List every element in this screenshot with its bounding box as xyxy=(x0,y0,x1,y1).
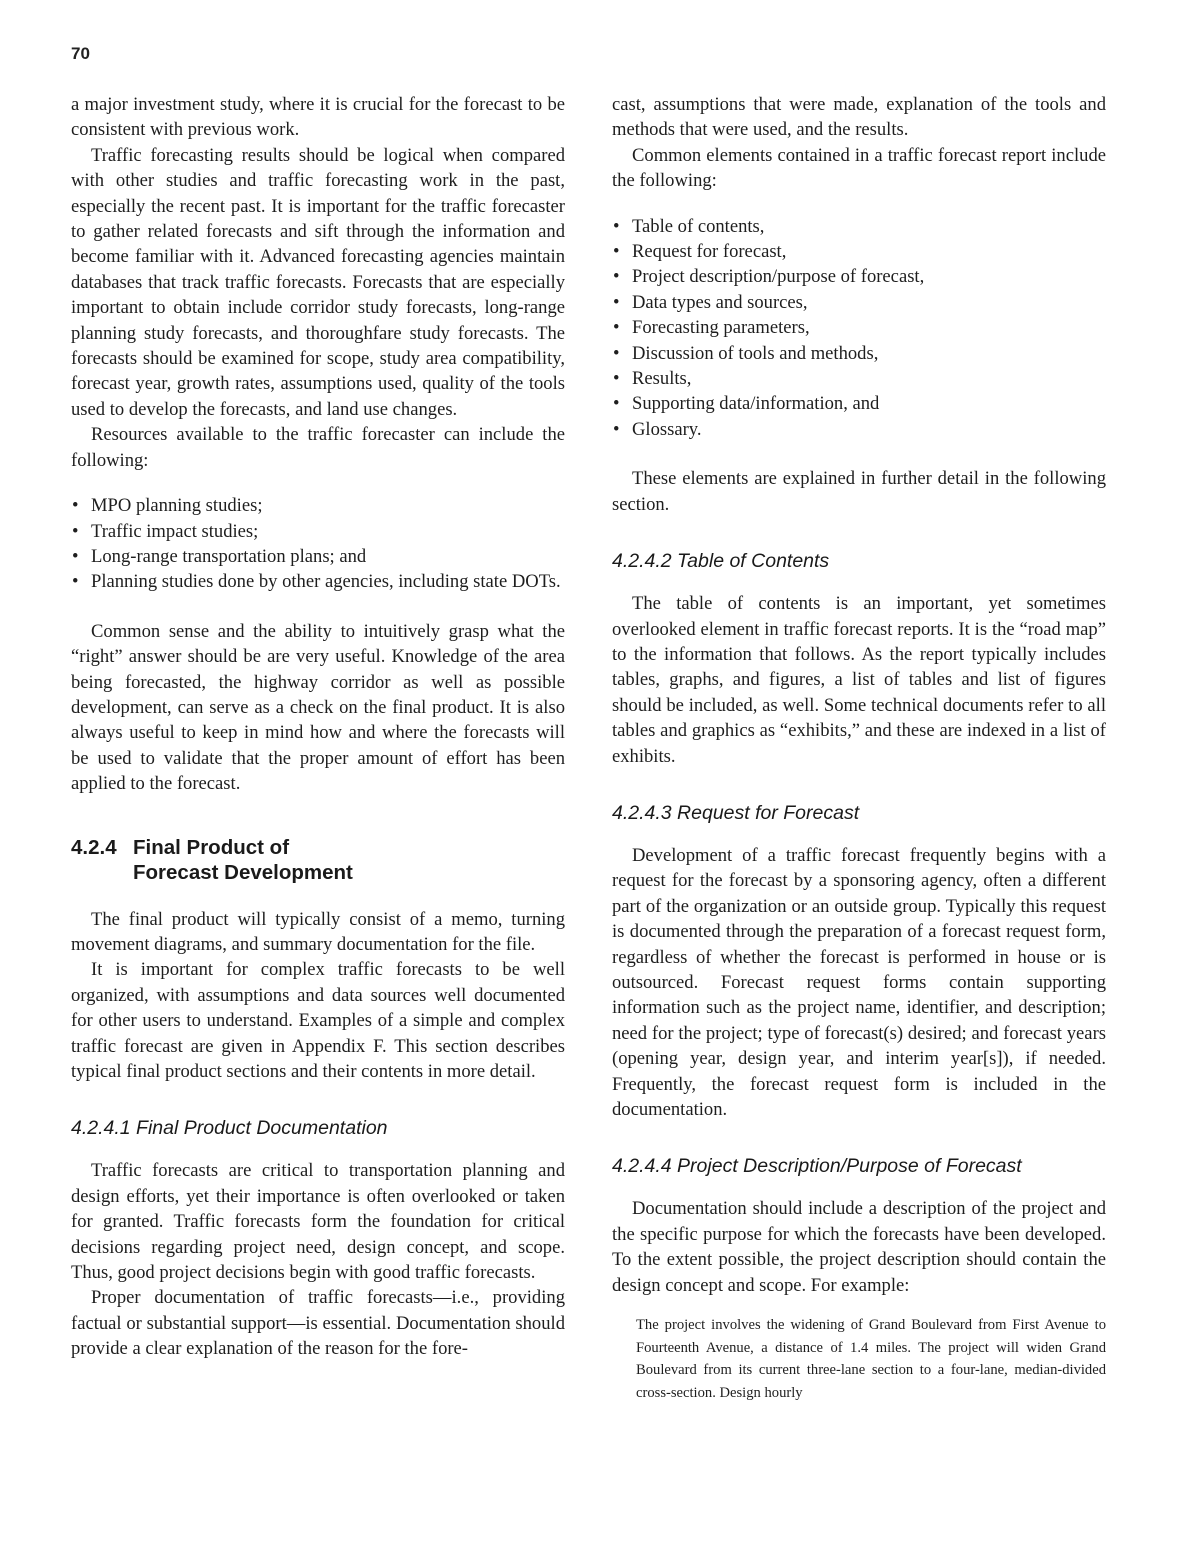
paragraph: Common sense and the ability to intuitively grasp what the “right” answer should be are very useful. Knowledge of the area being forecasted, the highway corridor as well as possible development, can serve as a check on the final product. It is also always useful to keep in mind how and where the forecasts will be used to validate that the proper amount of effort has been applied to the forecast. xyxy=(71,620,565,795)
paragraph: Development of a traffic forecast frequently begins with a request for the forecast by a sponsoring agency, often a different part of the organization or an outside group. Typically this request is documented through the preparation of a forecast request form, regardless of whether the forecast is performed in house or is outsourced. Forecast request forms contain supporting information such as the project name, identifier, and description; need for the project; type of forecast(s) desired; and forecast years (opening year, design year, and interim year[s]), if needed. Frequently, the forecast request form is included in the documentation. xyxy=(612,844,1106,1120)
resources-list xyxy=(71,493,565,595)
paragraph: a major investment study, where it is crucial for the forecast to be consistent with previous work. xyxy=(71,94,565,141)
subsection-heading: 4.2.4.3 Request for Forecast xyxy=(612,801,860,824)
list-item: • Planning studies done by other agencies, including state DOTs. xyxy=(71,569,565,594)
section-title-line1: Final Product of xyxy=(133,835,290,859)
paragraph: Traffic forecasting results should be logical when compared with other studies and traffic forecasting work in the past, especially the recent past. It is important for the traffic forecaster to gather related forecasts and sift through the information and become familiar with it. Advanced forecasting agencies maintain databases that track traffic forecasts. Forecasts that are especially important to obtain include corridor study forecasts, long-range planning study forecasts, and thoroughfare study forecasts. The forecasts should be examined for scope, study area compatibility, forecast year, growth rates, assumptions used, quality of the tools used to develop the forecasts, and land use changes. xyxy=(71,144,565,420)
paragraph: cast, assumptions that were made, explanation of the tools and methods that were used, and the results. xyxy=(612,94,1106,141)
list-item: • Forecasting parameters, xyxy=(612,315,1106,340)
paragraph: It is important for complex traffic forecasts to be well organized, with assumptions and data sources well documented for other users to understand. Examples of a simple and complex traffic forecast are given in Appendix F. This section describes typical final product sections and their contents in more detail. xyxy=(71,959,565,1082)
example-block: The project involves the widening of Grand Boulevard from First Avenue to Fourteenth Avenue, a distance of 1.4 miles. The project will widen Grand Boulevard from its current three-lane section to a four-lane, median-divided cross-section. Design hourly xyxy=(636,1317,1106,1401)
section-number: 4.2.4 xyxy=(71,835,117,859)
left-column xyxy=(71,92,565,1362)
list-item: • Traffic impact studies; xyxy=(71,519,565,544)
paragraph: Common elements contained in a traffic forecast report include the following: xyxy=(612,144,1106,192)
section-heading xyxy=(71,835,565,885)
paragraph: These elements are explained in further detail in the following section. xyxy=(612,468,1106,515)
list-item: • Supporting data/information, and xyxy=(612,391,1106,416)
paragraph: The final product will typically consist of a memo, turning movement diagrams, and summary documentation for the file. xyxy=(71,908,565,955)
report-elements-list xyxy=(612,214,1106,443)
list-item: • Data types and sources, xyxy=(612,290,1106,315)
subsection-heading: 4.2.4.2 Table of Contents xyxy=(612,550,830,573)
paragraph: The table of contents is an important, yet sometimes overlooked element in traffic forecast reports. It is the “road map” to the information that follows. As the report typically includes tables, graphs, and figures, a list of tables and list of figures should be included, as well. Some technical documents refer to all tables and graphics as “exhibits,” and these are indexed in a list of exhibits. xyxy=(612,593,1106,767)
list-item: • Request for forecast, xyxy=(612,239,1106,264)
paragraph: Traffic forecasts are critical to transportation planning and design efforts, yet their importance is often overlooked or taken for granted. Traffic forecasts form the foundation for critical decisions regarding project need, design concept, and scope. Thus, good project decisions begin with good traffic forecasts. xyxy=(71,1160,565,1284)
subsection-heading: 4.2.4.4 Project Description/Purpose of Forecast xyxy=(612,1155,1022,1178)
list-item: • Table of contents, xyxy=(612,214,1106,239)
paragraph: Documentation should include a description of the project and the specific purpose for which the forecasts have been developed. To the extent possible, the project description should contain the design concept and scope. For example: xyxy=(612,1198,1106,1296)
paragraph: Proper documentation of traffic forecasts—i.e., providing factual or substantial support—is essential. Documentation should provide a clear explanation of the reason for the fore- xyxy=(71,1287,565,1360)
list-item: • Results, xyxy=(612,366,1106,391)
list-item: • MPO planning studies; xyxy=(71,493,565,518)
right-column xyxy=(612,92,1106,1404)
list-item: • Long-range transportation plans; and xyxy=(71,544,565,569)
subsection-heading: 4.2.4.1 Final Product Documentation xyxy=(71,1117,388,1140)
list-item: • Glossary. xyxy=(612,417,1106,442)
list-item: • Project description/purpose of forecast, xyxy=(612,264,1106,289)
list-item: • Discussion of tools and methods, xyxy=(612,341,1106,366)
page-number: 70 xyxy=(71,44,90,63)
section-title-line2: Forecast Development xyxy=(133,860,353,884)
paragraph: Resources available to the traffic forecaster can include the following: xyxy=(71,424,565,471)
